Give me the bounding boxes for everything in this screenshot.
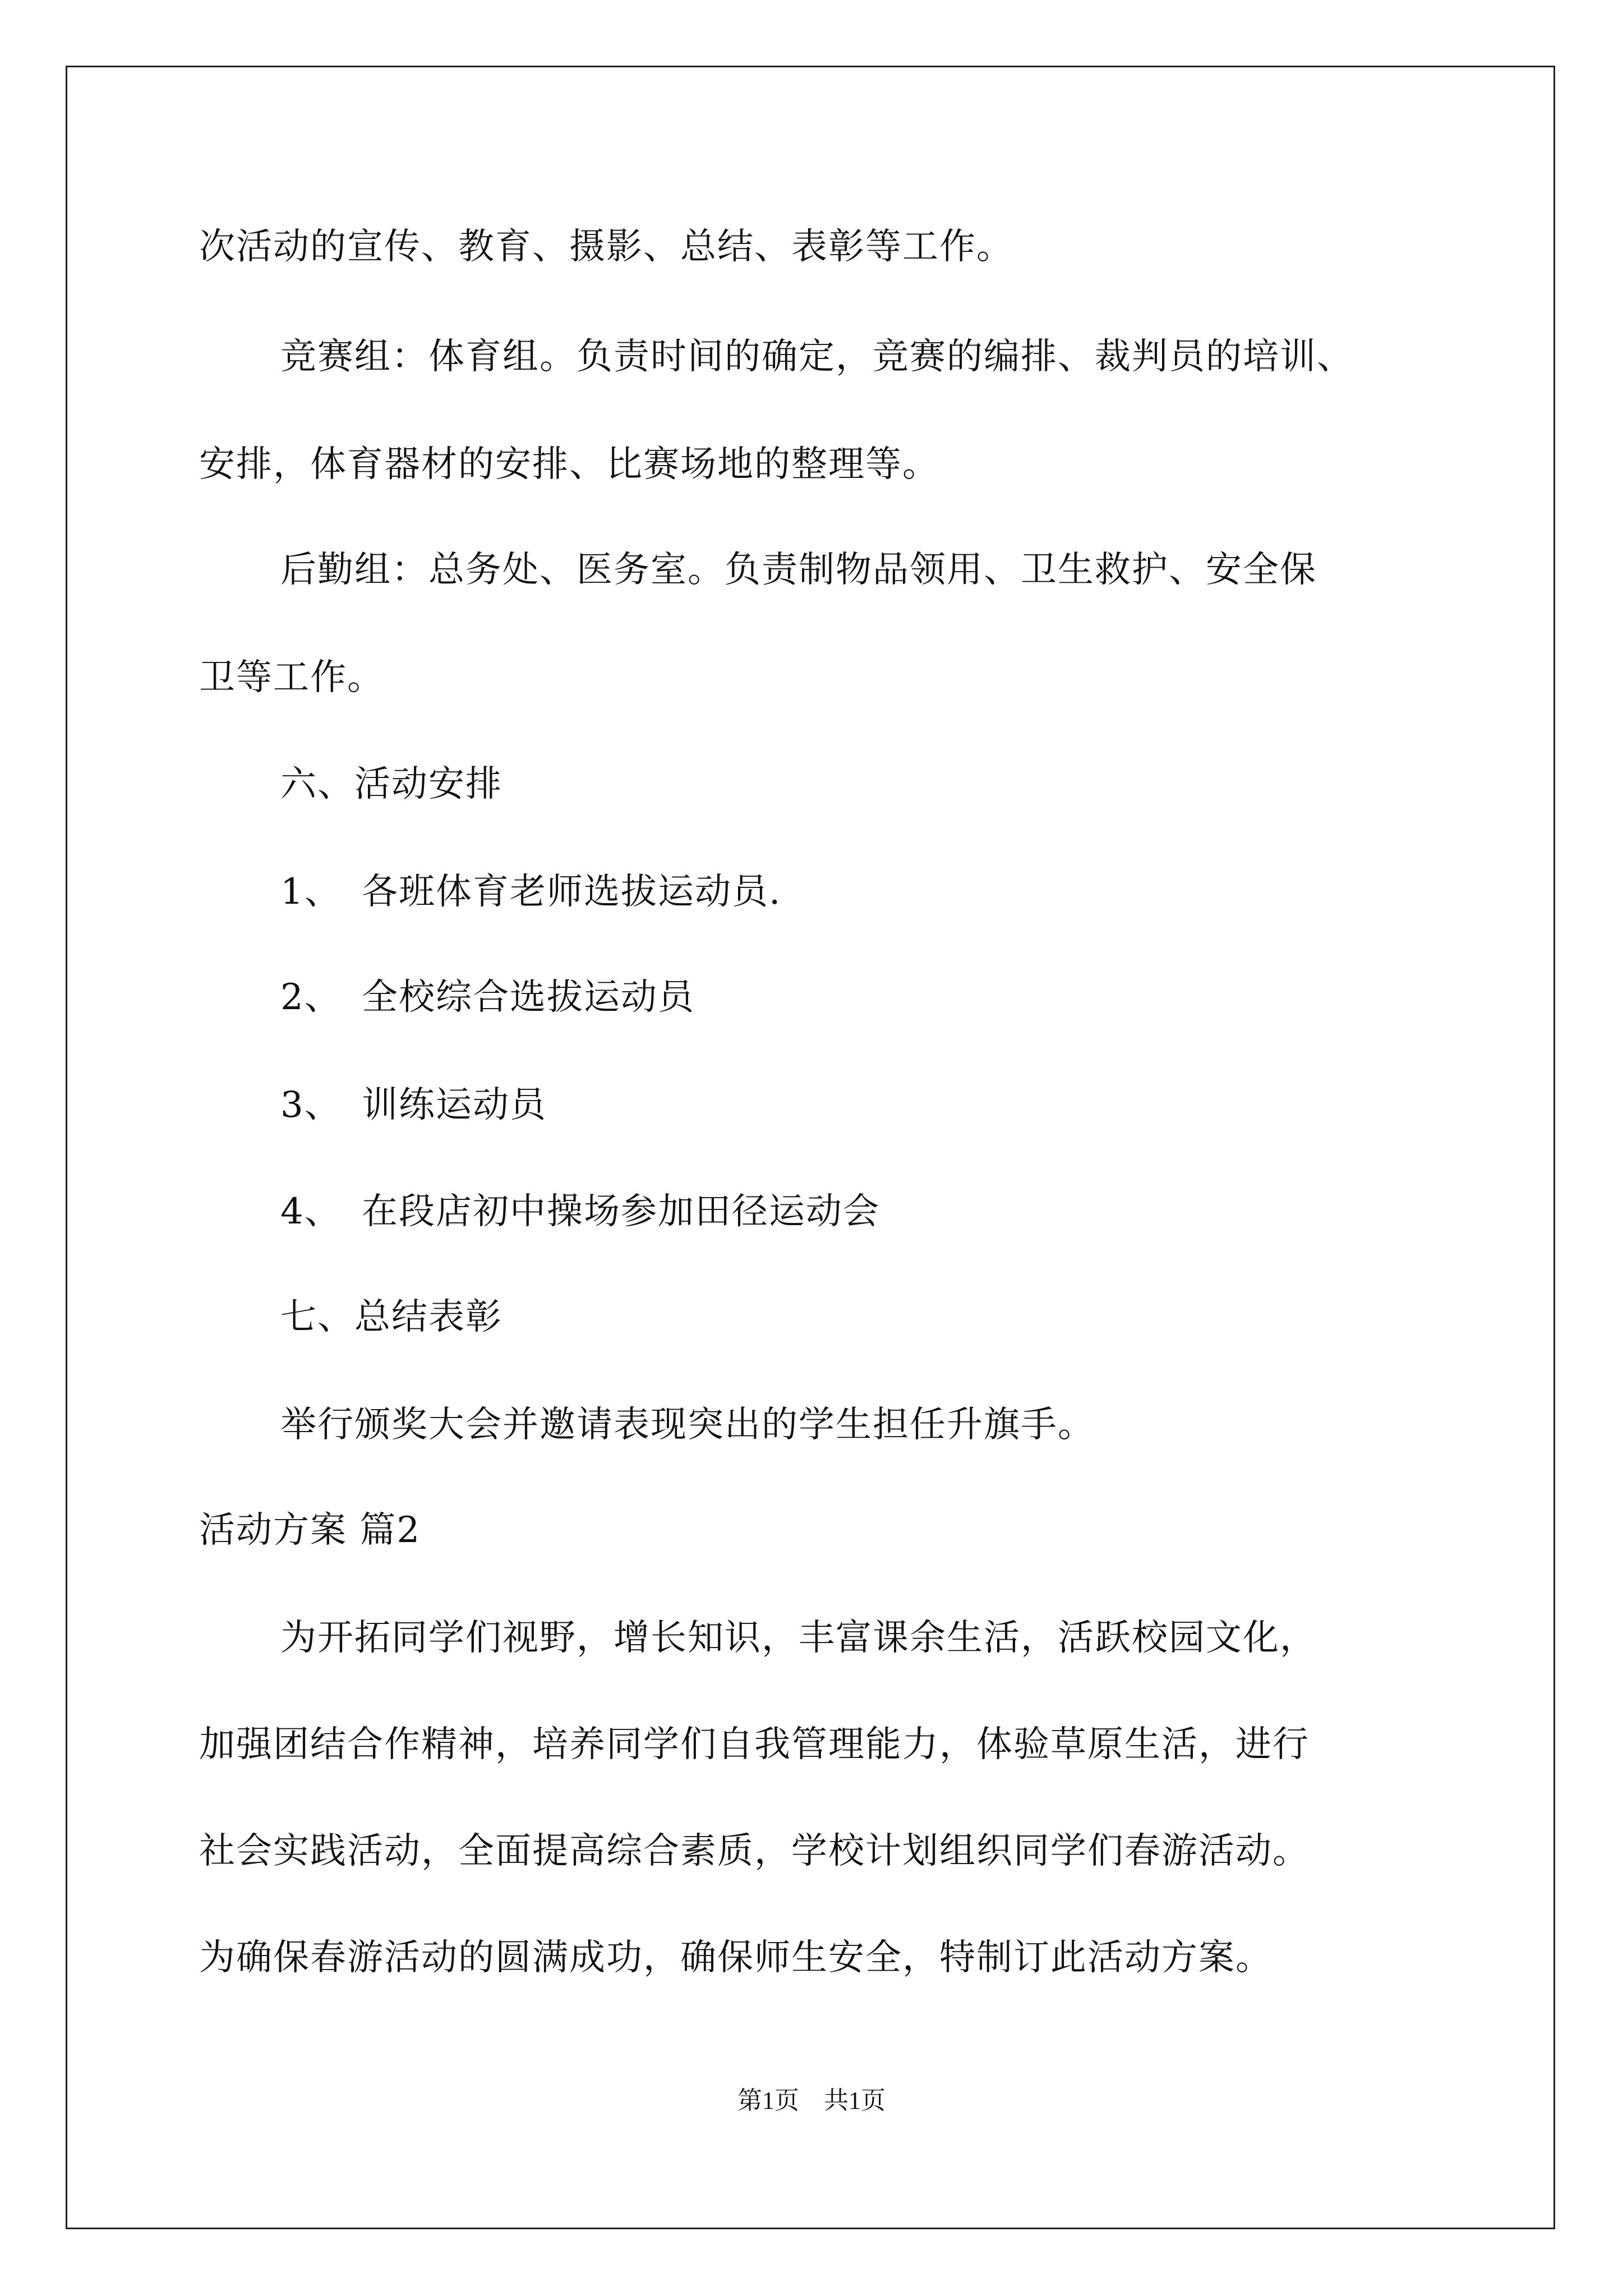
paragraph-line: 加强团结合作精神，培养同学们自我管理能力，体验草原生活，进行 [199, 1724, 1310, 1765]
list-item [280, 1083, 547, 1128]
paragraph-line: 社会实践活动，全面提高综合素质，学校计划组织同学们春游活动。 [199, 1830, 1310, 1872]
list-item [280, 975, 695, 1020]
list-item-text: 全校综合选拔运动员 [362, 977, 695, 1018]
list-item-text: 在段店初中操场参加田径运动会 [362, 1191, 880, 1232]
list-item-text: 各班体育老师选拔运动员. [362, 871, 782, 913]
list-item-number: 1、 [280, 871, 342, 913]
section-heading: 六、活动安排 [280, 763, 502, 805]
page-number: 第1页 [737, 2087, 799, 2114]
paragraph-line: 后勤组：总务处、医务室。负责制物品领用、卫生救护、安全保 [280, 549, 1317, 591]
page-footer [0, 2084, 1623, 2118]
paragraph-line: 举行颁奖大会并邀请表现突出的学生担任升旗手。 [280, 1404, 1095, 1446]
list-item-number: 3、 [280, 1084, 342, 1126]
paragraph-line: 卫等工作。 [199, 657, 384, 698]
paragraph-line: 为开拓同学们视野，增长知识，丰富课余生活，活跃校园文化， [280, 1617, 1317, 1659]
list-item-text: 训练运动员 [362, 1084, 547, 1126]
list-item [280, 1189, 880, 1234]
page-border [66, 66, 1555, 2229]
section-heading: 七、总结表彰 [280, 1296, 502, 1338]
paragraph-line: 竞赛组：体育组。负责时间的确定，竞赛的编排、裁判员的培训、 [280, 336, 1354, 378]
page-total: 共1页 [824, 2087, 886, 2114]
paragraph-line: 安排，体育器材的安排、比赛场地的整理等。 [199, 444, 939, 485]
paragraph-line: 次活动的宣传、教育、摄影、总结、表彰等工作。 [199, 226, 1013, 268]
document-heading: 活动方案 篇2 [199, 1510, 421, 1551]
list-item-number: 2、 [280, 977, 342, 1018]
list-item-number: 4、 [280, 1191, 342, 1232]
list-item [280, 869, 781, 914]
paragraph-line: 为确保春游活动的圆满成功，确保师生安全，特制订此活动方案。 [199, 1937, 1272, 1978]
